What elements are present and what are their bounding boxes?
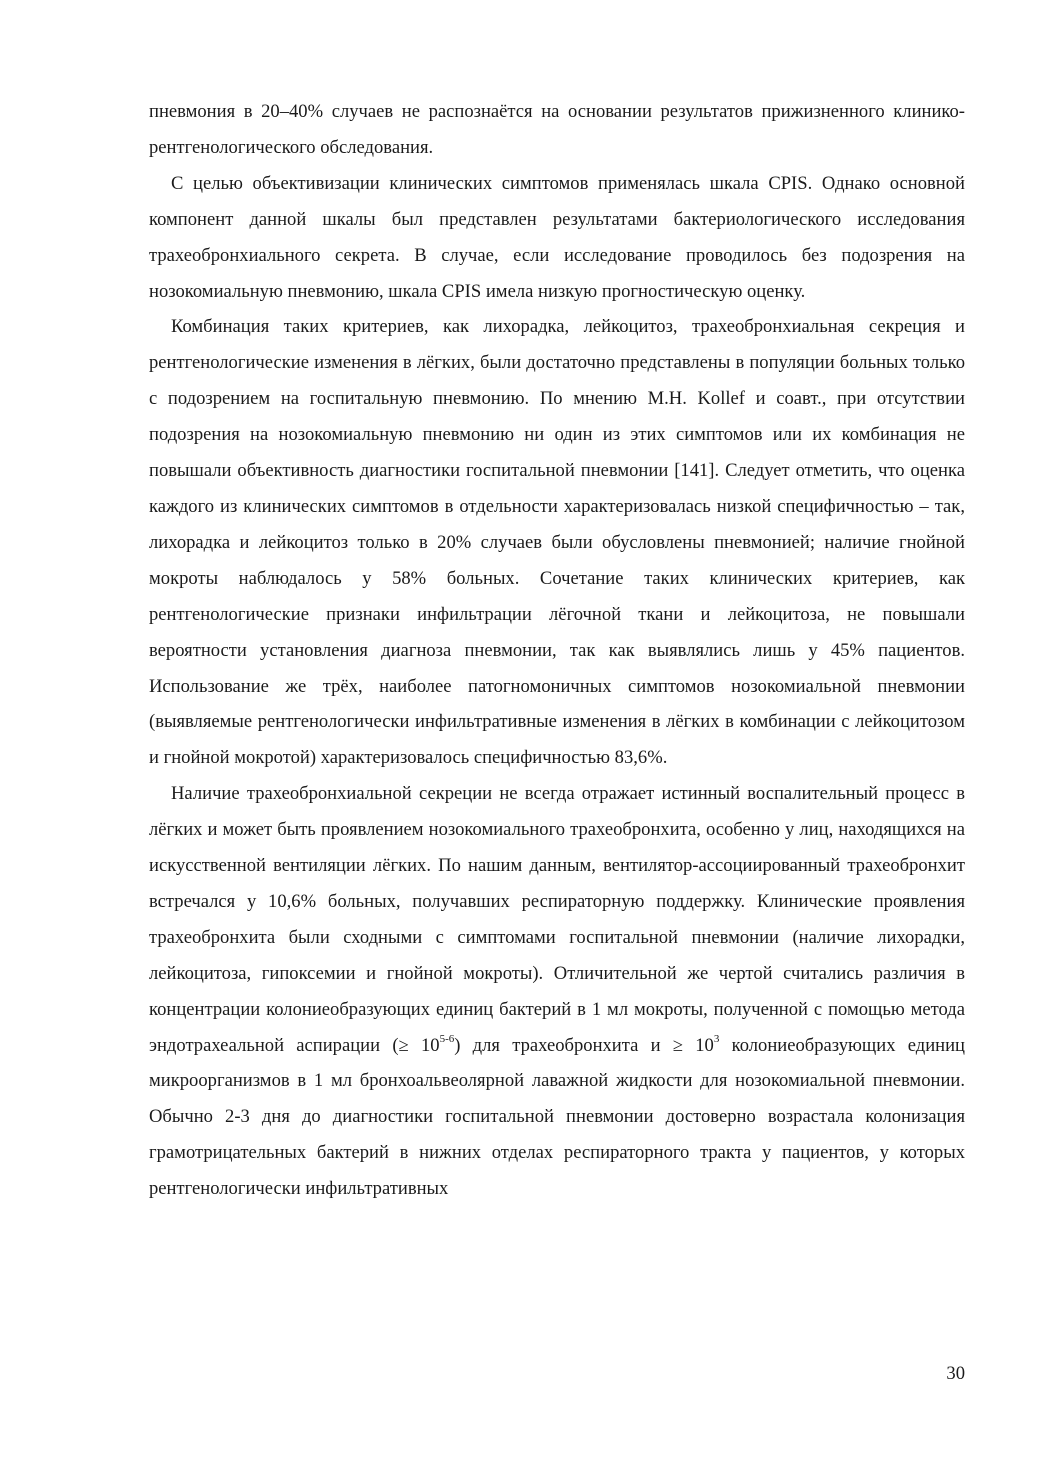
paragraph-4-text-c: колониеобразующих единиц микроорганизмов в 1 мл бронхоальвеолярной лаважной жидкости для нозокомиальной пневмонии. Обычно 2-3 дня до диагностики госпитальной пневмонии достоверно возрастала колонизация грамотрицательных бактерий в нижних отделах респираторного тракта у пациентов, у которых рентгенологически инфильтративных (149, 1034, 966, 1200)
exponent-2: 3 (713, 1033, 720, 1046)
paragraph-4 (149, 776, 965, 1207)
paragraph-1: пневмония в 20–40% случаев не распознаётся на основании результатов прижизненного клинико-рентгенологического обследования. (149, 101, 965, 158)
paragraph-4-text-b: ) для трахеобронхита и ≥ 10 (454, 1034, 714, 1056)
paragraph-3: Комбинация таких критериев, как лихорадка, лейкоцитоз, трахеобронхиальная секреция и рентгенологические изменения в лёгких, были достаточно представлены в популяции больных только с подозрением на госпитальную пневмонию. По мнению M.H. Kollef и соавт., при отсутствии подозрения на нозокомиальную пневмонию ни один из этих симптомов или их комбинация не повышали объективность диагностики госпитальной пневмонии [141]. Следует отметить, что оценка каждого из клинических симптомов в отдельности характеризовалась низкой специфичностью – так, лихорадка и лейкоцитоз только в 20% случаев были обусловлены пневмонией; наличие гнойной мокроты наблюдалось у 58% больных. Сочетание таких клинических критериев, как рентгенологические признаки инфильтрации лёгочной ткани и лейкоцитоза, не повышали вероятности установления диагноза пневмонии, так как выявлялись лишь у 45% пациентов. Использование же трёх, наиболее патогномоничных симптомов нозокомиальной пневмонии (выявляемые рентгенологически инфильтративные изменения в лёгких в комбинации с лейкоцитозом и гнойной мокротой) характеризовалось специфичностью 83,6%. (149, 316, 965, 769)
page-number: 30 (946, 1363, 965, 1384)
paragraph-4-text-a: Наличие трахеобронхиальной секреции не всегда отражает истинный воспалительный процесс в лёгких и может быть проявлением нозокомиального трахеобронхита, особенно у лиц, находящихся на искусственной вентиляции лёгких. По нашим данным, вентилятор-ассоциированный трахеобронхит встречался у 10,6% больных, получавших респираторную поддержку. Клинические проявления трахеобронхита были сходными с симптомами госпитальной пневмонии (наличие лихорадки, лейкоцитоза, гипоксемии и гнойной мокроты). Отличительной же чертой считались различия в концентрации колониеобразующих единиц бактерий в 1 мл мокроты, полученной с помощью метода эндотрахеальной аспирации (≥ 10 (149, 783, 965, 1056)
exponent-1: 5-6 (439, 1033, 455, 1046)
document-body (149, 94, 965, 1207)
paragraph-2: С целью объективизации клинических симптомов применялась шкала CPIS. Однако основной компонент данной шкалы был представлен результатами бактериологического исследования трахеобронхиального секрета. В случае, если исследование проводилось без подозрения на нозокомиальную пневмонию, шкала CPIS имела низкую прогностическую оценку. (149, 172, 965, 302)
